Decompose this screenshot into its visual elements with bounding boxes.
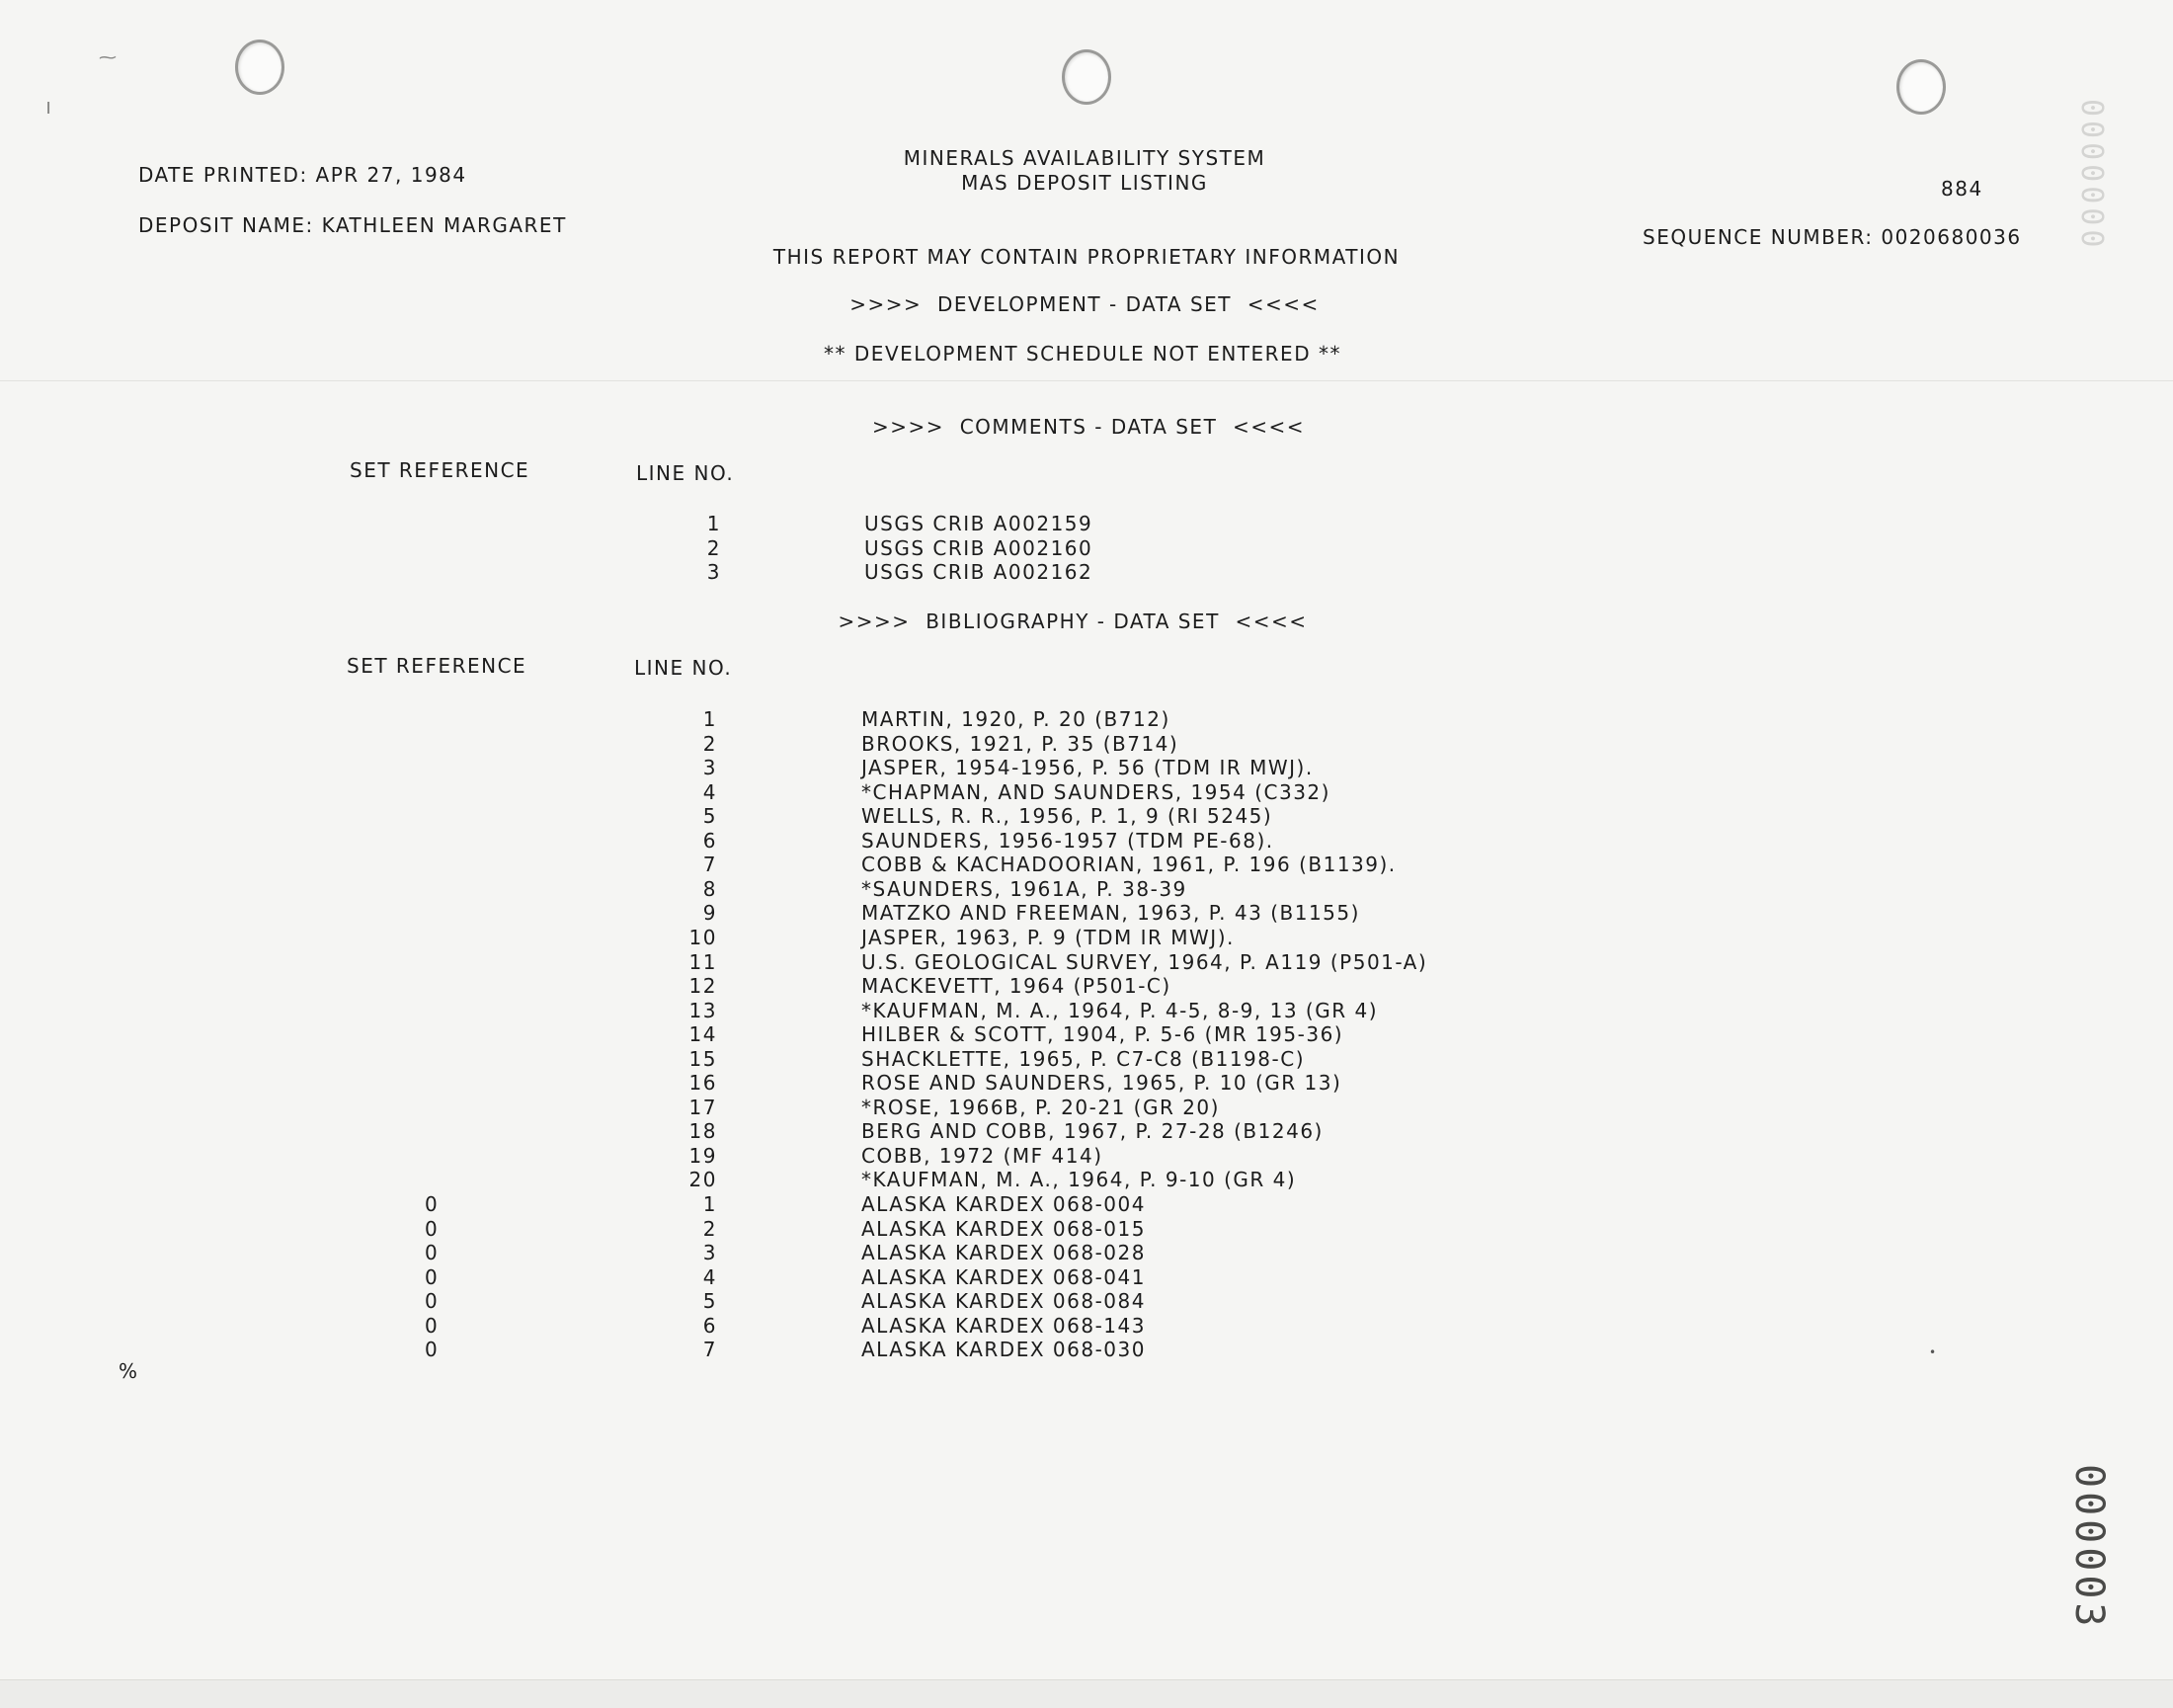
- set-reference-cell: 0: [425, 1241, 440, 1265]
- line-no-cell: 4: [702, 1264, 717, 1289]
- development-note: ** DEVELOPMENT SCHEDULE NOT ENTERED **: [824, 342, 1341, 366]
- line-no-cell: 10: [688, 925, 717, 949]
- line-no-cell: 13: [688, 998, 717, 1022]
- line-no-cell: 18: [688, 1119, 717, 1144]
- line-no-cell: 5: [702, 804, 717, 829]
- line-no-cell: 1: [702, 1192, 717, 1216]
- set-reference-cell: 0: [425, 1289, 440, 1314]
- entry-text-cell: MATZKO AND FREEMAN, 1963, P. 43 (B1155): [861, 901, 1360, 926]
- entry-text-cell: ROSE AND SAUNDERS, 1965, P. 10 (GR 13): [861, 1071, 1342, 1096]
- entry-text-cell: SAUNDERS, 1956-1957 (TDM PE-68).: [861, 828, 1274, 853]
- bibliography-col-set-reference: SET REFERENCE: [347, 654, 527, 678]
- line-no-cell: 3: [706, 560, 721, 584]
- line-no-cell: 4: [702, 779, 717, 804]
- line-no-cell: 3: [702, 756, 717, 780]
- entry-text-cell: USGS CRIB A002160: [864, 535, 1093, 560]
- entry-text-cell: ALASKA KARDEX 068-030: [861, 1338, 1146, 1362]
- entry-text-cell: JASPER, 1963, P. 9 (TDM IR MWJ).: [861, 925, 1235, 949]
- stray-mark: ı: [45, 95, 52, 120]
- side-stamp-top: 0000000: [2074, 99, 2109, 252]
- line-no-cell: 6: [702, 1313, 717, 1338]
- comments-col-set-reference: SET REFERENCE: [350, 458, 530, 482]
- line-no-cell: 3: [702, 1241, 717, 1265]
- entry-text-cell: U.S. GEOLOGICAL SURVEY, 1964, P. A119 (P501-A): [861, 949, 1428, 974]
- entry-text-cell: HILBER & SCOTT, 1904, P. 5-6 (MR 195-36): [861, 1022, 1344, 1047]
- entry-text-cell: BROOKS, 1921, P. 35 (B714): [861, 731, 1179, 756]
- line-no-cell: 7: [702, 853, 717, 877]
- line-no-cell: 1: [702, 707, 717, 731]
- line-no-cell: 1: [706, 512, 721, 535]
- listing-title: MAS DEPOSIT LISTING: [961, 171, 1208, 195]
- entry-text-cell: MACKEVETT, 1964 (P501-C): [861, 974, 1171, 999]
- line-no-cell: 11: [688, 949, 717, 974]
- line-no-cell: 2: [702, 731, 717, 756]
- line-no-cell: 19: [688, 1143, 717, 1168]
- set-reference-cell: 0: [425, 1264, 440, 1289]
- percent-mark: %: [119, 1359, 139, 1383]
- system-title: MINERALS AVAILABILITY SYSTEM: [903, 146, 1266, 170]
- entry-text-cell: ALASKA KARDEX 068-084: [861, 1289, 1146, 1314]
- page-number: 884: [1941, 177, 1983, 201]
- entry-text-cell: *ROSE, 1966B, P. 20-21 (GR 20): [861, 1095, 1220, 1119]
- entry-text-cell: COBB, 1972 (MF 414): [861, 1143, 1103, 1168]
- entry-text-cell: JASPER, 1954-1956, P. 56 (TDM IR MWJ).: [861, 756, 1314, 780]
- entry-text-cell: *SAUNDERS, 1961A, P. 38-39: [861, 876, 1187, 901]
- line-no-cell: 16: [688, 1071, 717, 1096]
- line-no-cell: 2: [702, 1216, 717, 1241]
- line-no-cell: 12: [688, 974, 717, 999]
- line-no-cell: 14: [688, 1022, 717, 1047]
- punch-hole-left: [235, 40, 284, 95]
- line-no-cell: 17: [688, 1095, 717, 1119]
- development-heading: >>>> DEVELOPMENT - DATA SET <<<<: [849, 292, 1320, 316]
- line-no-cell: 7: [702, 1338, 717, 1362]
- entry-text-cell: ALASKA KARDEX 068-028: [861, 1241, 1146, 1265]
- line-no-cell: 2: [706, 535, 721, 560]
- entry-text-cell: USGS CRIB A002159: [864, 512, 1093, 535]
- line-no-cell: 9: [702, 901, 717, 926]
- side-stamp-bottom: 000003: [2066, 1464, 2112, 1631]
- entry-text-cell: COBB & KACHADOORIAN, 1961, P. 196 (B1139).: [861, 853, 1397, 877]
- set-reference-cell: 0: [425, 1192, 440, 1216]
- line-no-cell: 6: [702, 828, 717, 853]
- entry-text-cell: ALASKA KARDEX 068-041: [861, 1264, 1146, 1289]
- punch-hole-right: [1896, 59, 1946, 115]
- set-reference-cell: 0: [425, 1338, 440, 1362]
- set-reference-cell: 0: [425, 1216, 440, 1241]
- entry-text-cell: BERG AND COBB, 1967, P. 27-28 (B1246): [861, 1119, 1324, 1144]
- entry-text-cell: ALASKA KARDEX 068-143: [861, 1313, 1146, 1338]
- bibliography-col-line-no: LINE NO.: [634, 656, 733, 680]
- deposit-name: DEPOSIT NAME: KATHLEEN MARGARET: [138, 213, 567, 237]
- bibliography-heading: >>>> BIBLIOGRAPHY - DATA SET <<<<: [838, 610, 1308, 633]
- comments-heading: >>>> COMMENTS - DATA SET <<<<: [871, 415, 1306, 439]
- stray-dot: •: [1929, 1345, 1937, 1359]
- date-printed: DATE PRINTED: APR 27, 1984: [138, 163, 467, 187]
- entry-text-cell: *KAUFMAN, M. A., 1964, P. 4-5, 8-9, 13 (GR 4): [861, 998, 1378, 1022]
- sequence-number: SEQUENCE NUMBER: 0020680036: [1643, 225, 2022, 249]
- paper-bottom-edge: [0, 1679, 2173, 1708]
- entry-text-cell: *CHAPMAN, AND SAUNDERS, 1954 (C332): [861, 779, 1330, 804]
- comments-col-line-no: LINE NO.: [636, 461, 735, 485]
- entry-text-cell: USGS CRIB A002162: [864, 560, 1093, 584]
- entry-text-cell: ALASKA KARDEX 068-015: [861, 1216, 1146, 1241]
- entry-text-cell: MARTIN, 1920, P. 20 (B712): [861, 707, 1170, 731]
- entry-text-cell: *KAUFMAN, M. A., 1964, P. 9-10 (GR 4): [861, 1168, 1297, 1192]
- line-no-cell: 5: [702, 1289, 717, 1314]
- line-no-cell: 20: [688, 1168, 717, 1192]
- line-no-cell: 15: [688, 1046, 717, 1071]
- entry-text-cell: ALASKA KARDEX 068-004: [861, 1192, 1146, 1216]
- stray-mark: ⁓: [99, 47, 117, 68]
- set-reference-cell: 0: [425, 1313, 440, 1338]
- punch-hole-center: [1062, 49, 1111, 105]
- proprietary-notice: THIS REPORT MAY CONTAIN PROPRIETARY INFORMATION: [772, 245, 1401, 269]
- line-no-cell: 8: [702, 876, 717, 901]
- entry-text-cell: SHACKLETTE, 1965, P. C7-C8 (B1198-C): [861, 1046, 1305, 1071]
- paper-fold-line: [0, 380, 2173, 381]
- entry-text-cell: WELLS, R. R., 1956, P. 1, 9 (RI 5245): [861, 804, 1273, 829]
